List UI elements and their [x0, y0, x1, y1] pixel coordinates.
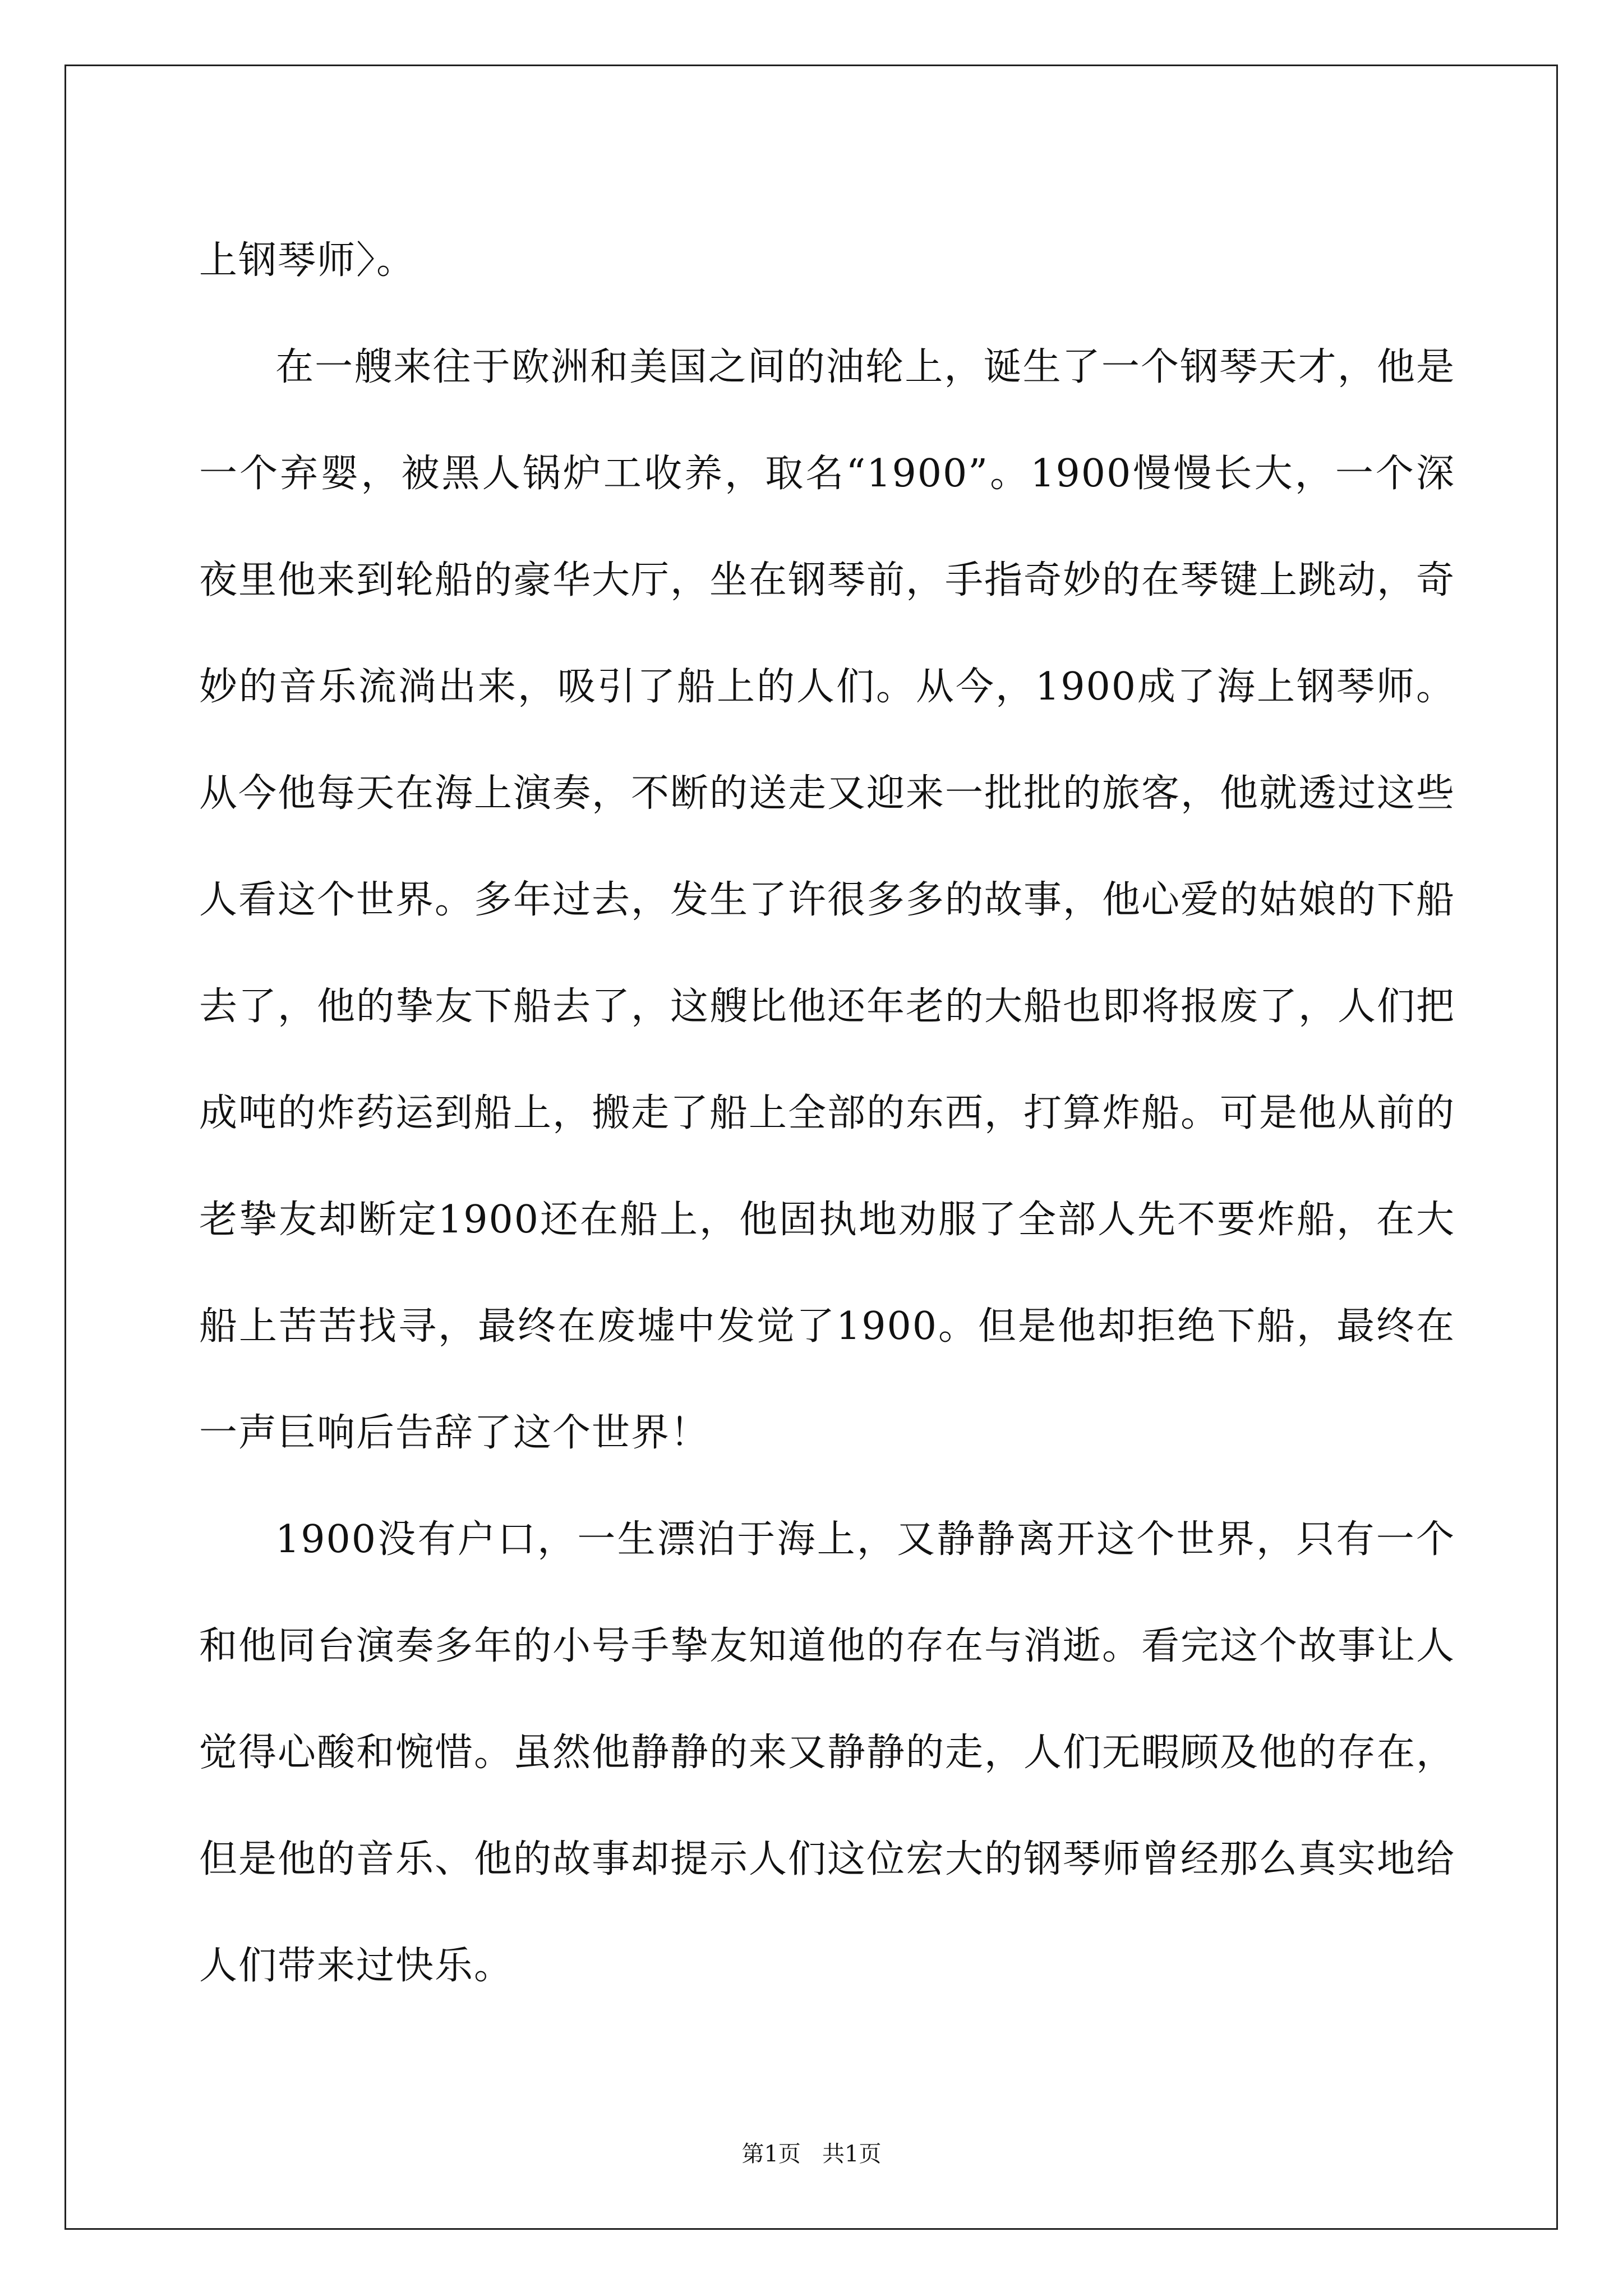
page-footer: 第1页 共1页	[741, 2141, 882, 2167]
paragraph-3: 1900没有户口，一生漂泊于海上，又静静离开这个世界，只有一个和他同台演奏多年的小号手挚友知道他的存在与消逝。看完这个故事让人觉得心酸和惋惜。虽然他静静的来又静静的走，人们无暇顾及他的存在，但是他的音乐、他的故事却提示人们这位宏大的钢琴师曾经那么真实地给人们带来过快乐。	[199, 1517, 1456, 1988]
paragraph-2: 在一艘来往于欧洲和美国之间的油轮上，诞生了一个钢琴天才，他是一个弃婴，被黑人锅炉工收养，取名“1900”。1900慢慢长大，一个深夜里他来到轮船的豪华大厅，坐在钢琴前，手指奇妙的在琴键上跳动，奇妙的音乐流淌出来，吸引了船上的人们。从今，1900成了海上钢琴师。从今他每天在海上演奏，不断的送走又迎来一批批的旅客，他就透过这些人看这个世界。多年过去，发生了许很多多的故事，他心爱的姑娘的下船去了，他的挚友下船去了，这艘比他还年老的大船也即将报废了，人们把成吨的炸药运到船上，搬走了船上全部的东西，打算炸船。可是他从前的老挚友却断定1900还在船上，他固执地劝服了全部人先不要炸船，在大船上苦苦找寻，最终在废墟中发觉了1900。但是他却拒绝下船，最终在一声巨响后告辞了这个世界！	[199, 345, 1456, 1455]
document-body	[199, 208, 1455, 2019]
paragraph-1: 上钢琴师〉。	[199, 238, 416, 283]
